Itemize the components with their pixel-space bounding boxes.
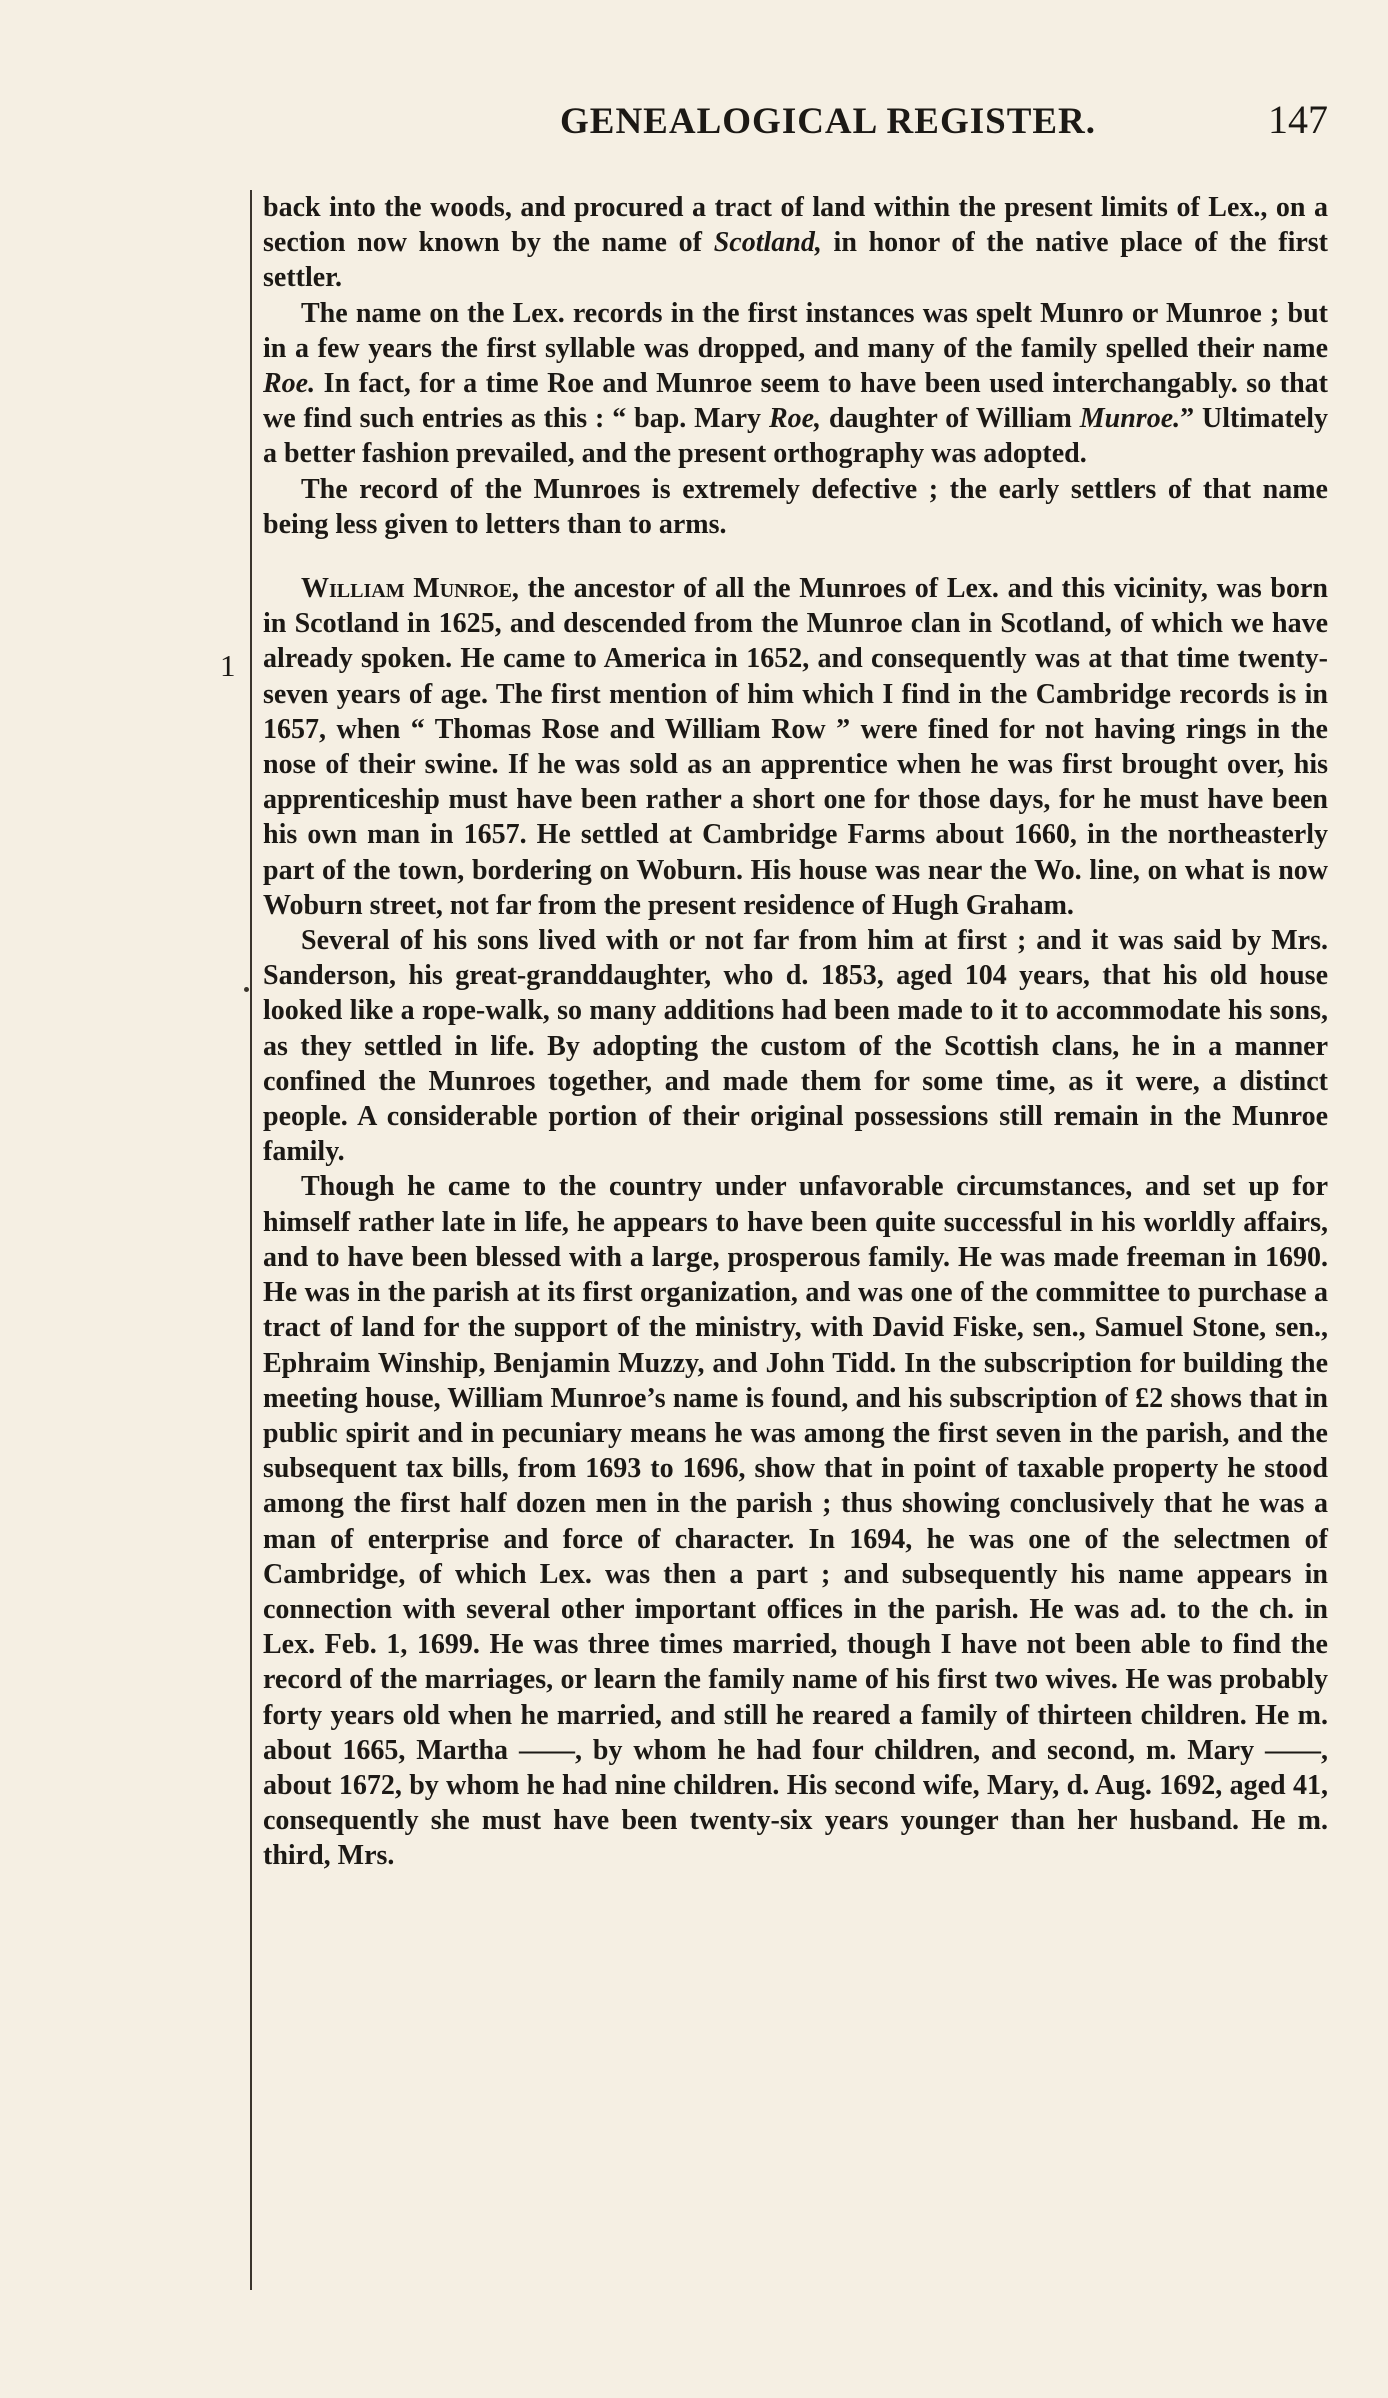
entry-name: William Munroe, [301,573,519,605]
entry-number: 1 [220,648,236,683]
italic-term: Munroe. [1079,403,1181,435]
text-run: The name on the Lex. records in the first instances was spelt Munro or Munroe ; but in a few years the first syllable was dropped, and many of the family spelled their name [263,297,1328,364]
italic-term: Roe, [768,403,822,435]
paragraph-continuation [263,190,1328,296]
text-run: the ancestor of all the Munroes of Lex. and this vicinity, was born in Scotland in 1625, and descended from the Munroe clan in Scotland, of which we have already spoken. He came to America in 1652, and consequently was at that time twenty-seven years of age. The first mention of him which I find in the Cambridge records is in 1657, when “ Thomas Rose and William Row ” were fined for not having rings in the nose of their swine. If he was sold as an apprentice when he was first brought over, his apprenticeship must have been rather a short one for those days, for he must have been his own man in 1657. He settled at Cambridge Farms about 1660, in the northeasterly part of the town, bordering on Woburn. His house was near the Wo. line, on what is now Woburn street, not far from the present residence of Hugh Graham. [263,573,1328,921]
margin-mark [244,987,249,992]
paragraph-name-spelling [263,296,1328,472]
text-run: daughter of William [821,403,1080,435]
italic-term: Roe. [263,368,316,400]
page-number: 147 [1268,97,1328,142]
paragraph-affairs: Though he came to the country under unfavorable circumstances, and set up for himself rather late in life, he appears to have been quite successful in his worldly affairs, and to have been blessed with a large, prosperous family. He was made freeman in 1690. He was in the parish at its first organization, and was one of the committee to purchase a tract of land for the support of the ministry, with David Fiske, sen., Samuel Stone, sen., Ephraim Winship, Benjamin Muzzy, and John Tidd. In the subscription for building the meeting house, William Munroe’s name is found, and his subscription of £2 shows that in public spirit and in pecuniary means he was among the first seven in the parish, and the subsequent tax bills, from 1693 to 1696, show that in point of taxable property he stood among the first half dozen men in the parish ; thus showing conclusively that he was a man of enterprise and force of character. In 1694, he was one of the selectmen of Cambridge, of which Lex. was then a part ; and subsequently his name appears in connection with several other important offices in the parish. He was ad. to the ch. in Lex. Feb. 1, 1699. He was three times married, though I have not been able to find the record of the marriages, or learn the family name of his first two wives. He was probably forty years old when he married, and still he reared a family of thirteen children. He m. about 1665, Martha ——, by whom he had four children, and second, m. Mary ——, about 1672, by whom he had nine children. His second wife, Mary, d. Aug. 1692, aged 41, consequently she must have been twenty-six years younger than her husband. He m. third, Mrs. [263,1171,1328,1872]
text-run: In fact, for a time Roe and Munroe seem to have been used interchangably. so that we find such entries as this : “ bap. Mary [263,368,1328,435]
body-text [263,190,1328,1874]
page-header [560,97,1328,150]
place-name-italic: Scotland, [713,227,822,259]
paragraph-sons: Several of his sons lived with or not far from him at first ; and it was said by Mrs. Sanderson, his great-granddaughter, who d. 1853, aged 104 years, that his old house looked like a rope-walk, so many additions had been made to it to accommodate his sons, as they settled in life. By adopting the custom of the Scottish clans, he in a manner confined the Munroes together, and made them for some time, as it were, a distinct people. A considerable portion of their original possessions still remain in the Munroe family. [263,925,1328,1168]
text-run: in honor of the native place of the first settler. [263,227,1329,294]
margin-rule [250,190,252,2290]
paragraph-record: The record of the Munroes is extremely defective ; the early settlers of that name being less given to letters than to arms. [263,473,1328,540]
text-run: back into the woods, and procured a tract of land within the present limits of Lex., on a section now known by the name of [263,192,1328,259]
running-title: GENEALOGICAL REGISTER. [560,101,1097,142]
text-run: ” Ultimately a better fashion prevailed, and the present orthography was adopted. [263,403,1328,470]
paragraph-william-munroe [263,571,1328,923]
